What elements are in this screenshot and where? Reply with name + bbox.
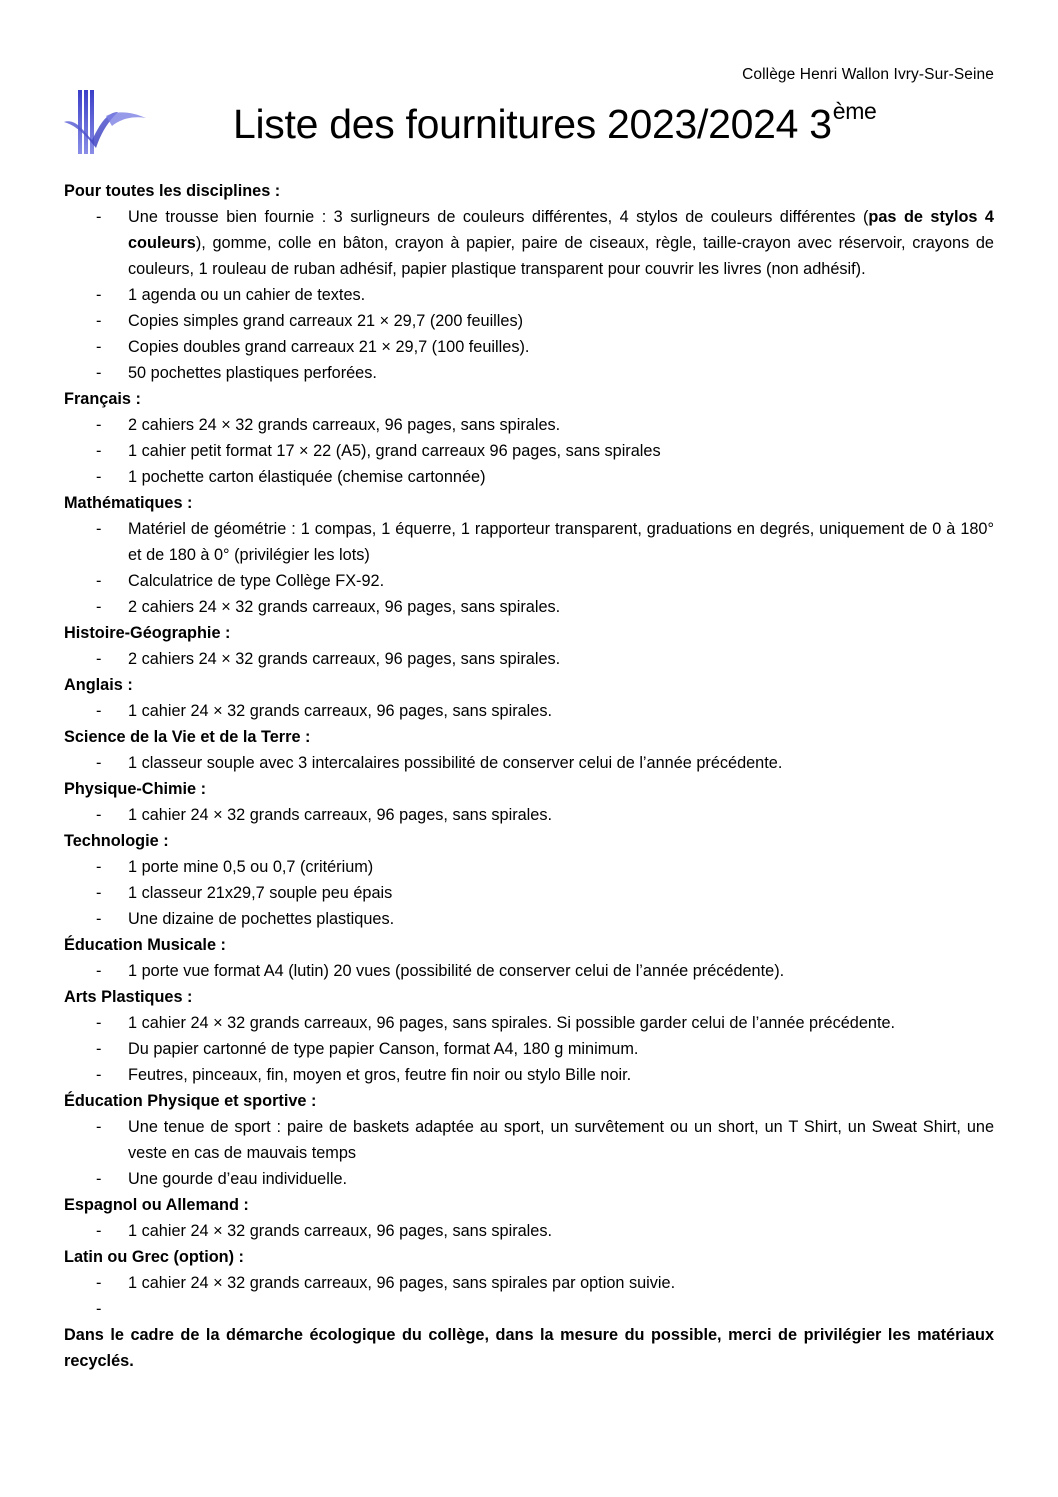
item-text: 1 cahier 24 × 32 grands carreaux, 96 pages, sans spirales. (128, 702, 553, 720)
list-item (64, 334, 994, 360)
item-text: 2 cahiers 24 × 32 grands carreaux, 96 pages, sans spirales. (128, 416, 561, 434)
section-title: Éducation Musicale : (64, 936, 226, 954)
item-text: 1 classeur 21x29,7 souple peu épais (128, 884, 393, 902)
section-title: Anglais : (64, 676, 133, 694)
emphasis-text: pas de stylos 4 couleurs (128, 208, 994, 252)
section-title: Pour toutes les disciplines : (64, 182, 281, 200)
list-item (64, 1296, 994, 1322)
list-item (64, 412, 994, 438)
school-name: Collège Henri Wallon Ivry-Sur-Seine (742, 66, 994, 83)
list-item (64, 438, 994, 464)
section-title: Éducation Physique et sportive : (64, 1092, 317, 1110)
section-items (64, 750, 994, 776)
list-item (64, 1218, 994, 1244)
section-items (64, 204, 994, 386)
list-item (64, 1062, 994, 1088)
item-text: 1 cahier 24 × 32 grands carreaux, 96 pages, sans spirales. Si possible garder celui de l’année précédente. (128, 1014, 896, 1032)
item-text: 1 cahier 24 × 32 grands carreaux, 96 pages, sans spirales par option suivie. (128, 1274, 676, 1292)
section-items (64, 854, 994, 932)
title-superscript: ème (832, 98, 877, 124)
item-text: 1 porte vue format A4 (lutin) 20 vues (possibilité de conserver celui de l’année précédente). (128, 962, 785, 980)
item-text: Copies simples grand carreaux 21 × 29,7 (200 feuilles) (128, 312, 524, 330)
section-items (64, 958, 994, 984)
footer-note: Dans le cadre de la démarche écologique du collège, dans la mesure du possible, merci de privilégier les matériaux recyclés. (64, 1326, 994, 1370)
item-text: Feutres, pinceaux, fin, moyen et gros, feutre fin noir ou stylo Bille noir. (128, 1066, 632, 1084)
section-title: Science de la Vie et de la Terre : (64, 728, 311, 746)
section-items (64, 698, 994, 724)
list-item (64, 1114, 994, 1166)
item-text: Une tenue de sport : paire de baskets adaptée au sport, un survêtement ou un short, un T Shirt, un Sweat Shirt, une veste en cas de mauvais temps (128, 1118, 994, 1162)
page-title (233, 98, 877, 148)
list-item (64, 1270, 994, 1296)
item-text: 50 pochettes plastiques perforées. (128, 364, 377, 382)
section-title: Mathématiques : (64, 494, 193, 512)
list-item (64, 1010, 994, 1036)
section-items (64, 802, 994, 828)
item-text: 1 cahier petit format 17 × 22 (A5), grand carreaux 96 pages, sans spirales (128, 442, 661, 460)
item-text: 1 pochette carton élastiquée (chemise cartonnée) (128, 468, 486, 486)
supplies-list (64, 178, 994, 1374)
list-item (64, 1166, 994, 1192)
item-text: 1 porte mine 0,5 ou 0,7 (critérium) (128, 858, 374, 876)
item-text: ), gomme, colle en bâton, crayon à papier, paire de ciseaux, règle, taille-crayon avec réservoir, crayons de couleurs, 1 rouleau de ruban adhésif, papier plastique transparent pour couvrir les livres (non adhésif). (128, 234, 994, 278)
list-item (64, 854, 994, 880)
section-items (64, 1010, 994, 1088)
section-items (64, 646, 994, 672)
item-text: Une gourde d’eau individuelle. (128, 1170, 348, 1188)
item-text: 1 cahier 24 × 32 grands carreaux, 96 pages, sans spirales. (128, 806, 553, 824)
section-title: Français : (64, 390, 141, 408)
section-items (64, 1114, 994, 1192)
list-item (64, 698, 994, 724)
item-text: 1 cahier 24 × 32 grands carreaux, 96 pages, sans spirales. (128, 1222, 553, 1240)
item-text: 1 classeur souple avec 3 intercalaires possibilité de conserver celui de l’année précédente. (128, 754, 783, 772)
school-logo-icon (62, 88, 148, 156)
list-item (64, 464, 994, 490)
section-title: Latin ou Grec (option) : (64, 1248, 244, 1266)
item-text: 2 cahiers 24 × 32 grands carreaux, 96 pages, sans spirales. (128, 598, 561, 616)
list-item (64, 308, 994, 334)
list-item (64, 360, 994, 386)
item-text: Une trousse bien fournie : 3 surligneurs de couleurs différentes, 4 stylos de couleurs différentes ( (128, 208, 869, 226)
list-item (64, 802, 994, 828)
item-text: 1 agenda ou un cahier de textes. (128, 286, 366, 304)
item-text: Copies doubles grand carreaux 21 × 29,7 (100 feuilles). (128, 338, 530, 356)
list-item (64, 282, 994, 308)
item-text: Du papier cartonné de type papier Canson, format A4, 180 g minimum. (128, 1040, 639, 1058)
list-item (64, 568, 994, 594)
list-item (64, 204, 994, 282)
list-item (64, 958, 994, 984)
title-text: Liste des fournitures 2023/2024 3 (233, 101, 832, 147)
item-text: Matériel de géométrie : 1 compas, 1 équerre, 1 rapporteur transparent, graduations en degrés, uniquement de 0 à 180° et de 180 à 0° (privilégier les lots) (128, 520, 994, 564)
section-title: Espagnol ou Allemand : (64, 1196, 249, 1214)
list-item (64, 880, 994, 906)
section-items (64, 516, 994, 620)
list-item (64, 646, 994, 672)
list-item (64, 750, 994, 776)
item-text: Calculatrice de type Collège FX-92. (128, 572, 385, 590)
section-title: Arts Plastiques : (64, 988, 193, 1006)
item-text: 2 cahiers 24 × 32 grands carreaux, 96 pages, sans spirales. (128, 650, 561, 668)
item-text: Une dizaine de pochettes plastiques. (128, 910, 395, 928)
list-item (64, 594, 994, 620)
section-title: Technologie : (64, 832, 169, 850)
list-item (64, 1036, 994, 1062)
section-title: Histoire-Géographie : (64, 624, 231, 642)
section-title: Physique-Chimie : (64, 780, 207, 798)
section-items (64, 1218, 994, 1244)
section-items (64, 412, 994, 490)
list-item (64, 906, 994, 932)
section-items (64, 1270, 994, 1322)
list-item (64, 516, 994, 568)
